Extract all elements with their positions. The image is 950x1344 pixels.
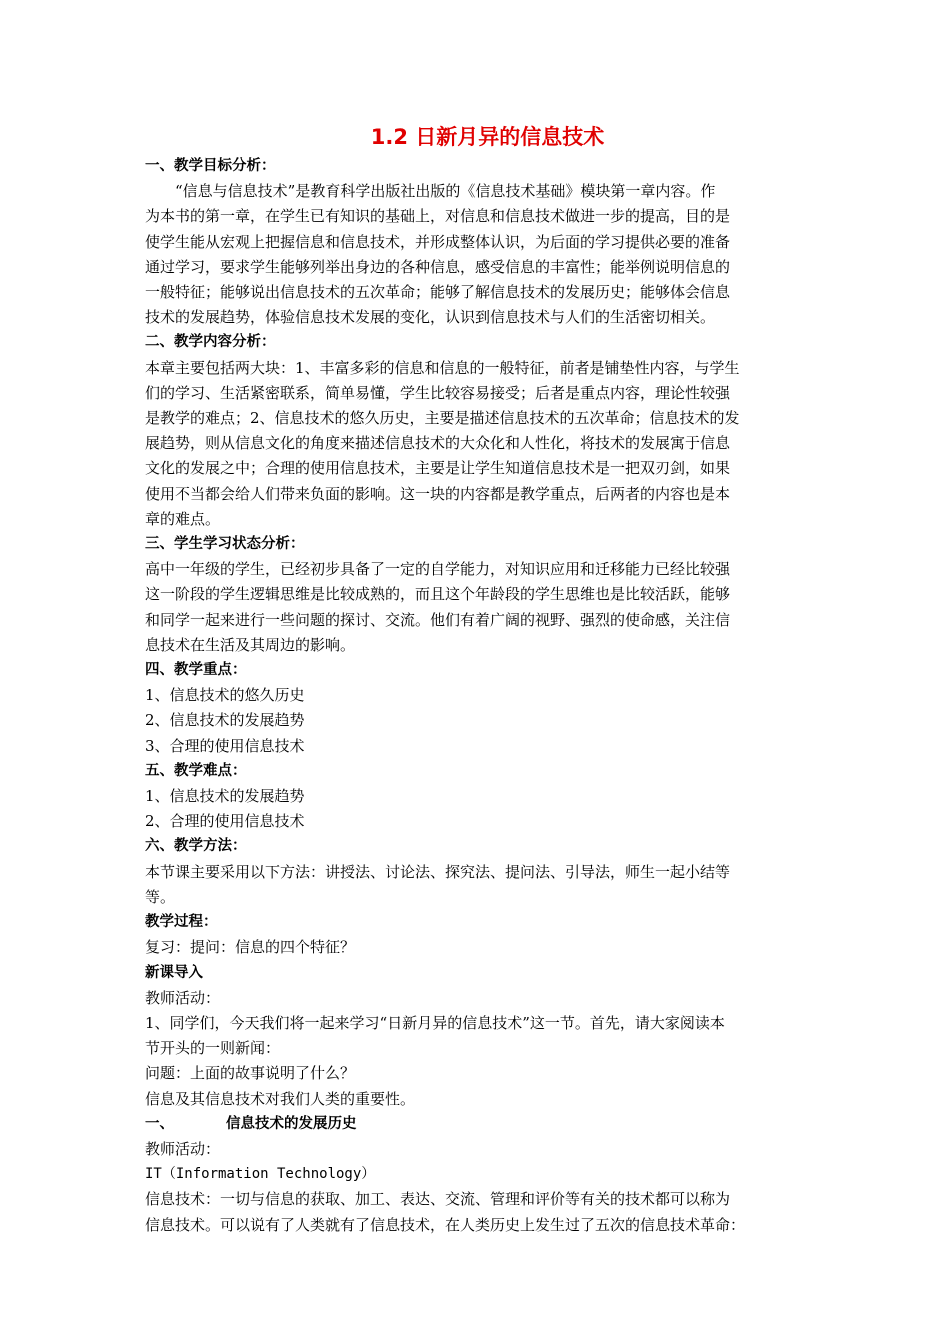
- list-item: 1、信息技术的悠久历史: [145, 686, 305, 705]
- paragraph-line: “信息与信息技术”是教育科学出版社出版的《信息技术基础》模块第一章内容。作: [175, 182, 716, 201]
- paragraph-line: 使用不当都会给人们带来负面的影响。这一块的内容都是教学重点，后两者的内容也是本: [145, 484, 731, 503]
- paragraph-line: 文化的发展之中；合理的使用信息技术，主要是让学生知道信息技术是一把双刃剑，如果: [145, 459, 731, 478]
- list-item: 2、合理的使用信息技术: [145, 812, 305, 831]
- paragraph-line: 教师活动：: [145, 1139, 221, 1158]
- list-item: 3、合理的使用信息技术: [145, 736, 305, 755]
- paragraph-line: 问题：上面的故事说明了什么？: [145, 1064, 356, 1083]
- document-page: [145, 120, 810, 1238]
- paragraph-line: 1、同学们，今天我们将一起来学习“日新月异的信息技术”这一节。首先，请大家阅读本: [145, 1013, 725, 1032]
- paragraph-line: 信息技术。可以说有了人类就有了信息技术，在人类历史上发生过了五次的信息技术革命：: [145, 1215, 746, 1234]
- paragraph-line: 等。: [145, 887, 176, 906]
- section-heading-process: 教学过程：: [145, 914, 218, 931]
- paragraph-line: 教师活动：: [145, 988, 221, 1007]
- section-title: 信息技术的发展历史: [226, 1115, 357, 1132]
- section-heading-goals: 一、教学目标分析：: [145, 158, 276, 174]
- paragraph-line: 这一阶段的学生逻辑思维是比较成熟的，而且这个年龄段的学生思维也是比较活跃，能够: [145, 585, 731, 604]
- paragraph-line: 是教学的难点；2、信息技术的悠久历史，主要是描述信息技术的五次革命；信息技术的发: [145, 409, 740, 428]
- paragraph-line: 高中一年级的学生，已经初步具备了一定的自学能力，对知识应用和迁移能力已经比较强: [145, 560, 731, 579]
- section-heading-difficulties: 五、教学难点：: [145, 762, 247, 779]
- paragraph-line: 息技术在生活及其周边的影响。: [145, 635, 356, 654]
- section-heading-key-points: 四、教学重点：: [145, 662, 247, 679]
- paragraph-line: 复习：提问：信息的四个特征？: [145, 938, 356, 957]
- paragraph-line: IT（Information Technology）: [145, 1166, 376, 1183]
- list-item: 2、信息技术的发展趋势: [145, 711, 305, 730]
- paragraph-line: 使学生能从宏观上把握信息和信息技术，并形成整体认识，为后面的学习提供必要的准备: [145, 232, 731, 251]
- paragraph-line: 们的学习、生活紧密联系，简单易懂，学生比较容易接受；后者是重点内容，理论性较强: [145, 383, 731, 402]
- list-item: 1、信息技术的发展趋势: [145, 787, 305, 806]
- paragraph-line: 一般特征；能够说出信息技术的五次革命；能够了解信息技术的发展历史；能够体会信息: [145, 283, 731, 302]
- paragraph-line: 展趋势，则从信息文化的角度来描述信息技术的大众化和人性化，将技术的发展寓于信息: [145, 434, 731, 453]
- section-number: 一、: [145, 1115, 174, 1132]
- paragraph-line: 本节课主要采用以下方法：讲授法、讨论法、探究法、提问法、引导法，师生一起小结等: [145, 862, 731, 881]
- paragraph-line: 信息及其信息技术对我们人类的重要性。: [145, 1089, 416, 1108]
- section-heading-students: 三、学生学习状态分析：: [145, 536, 305, 553]
- paragraph-line: 本章主要包括两大块：1、丰富多彩的信息和信息的一般特征，前者是铺垫性内容，与学生: [145, 358, 740, 377]
- document-title: 1.2 日新月异的信息技术: [370, 125, 605, 149]
- section-heading-history: [145, 1112, 810, 1137]
- paragraph-line: 通过学习，要求学生能够列举出身边的各种信息，感受信息的丰富性；能举例说明信息的: [145, 257, 731, 276]
- section-heading-methods: 六、教学方法：: [145, 838, 247, 855]
- paragraph-line: 和同学一起来进行一些问题的探讨、交流。他们有着广阔的视野、强烈的使命感，关注信: [145, 610, 731, 629]
- section-heading-intro: 新课导入: [145, 964, 203, 981]
- paragraph-line: 技术的发展趋势，体验信息技术发展的变化，认识到信息技术与人们的生活密切相关。: [145, 308, 716, 327]
- paragraph-line: 为本书的第一章，在学生已有知识的基础上，对信息和信息技术做进一步的提高，目的是: [145, 207, 731, 226]
- paragraph-line: 章的难点。: [145, 509, 221, 528]
- paragraph-line: 节开头的一则新闻：: [145, 1039, 281, 1058]
- section-heading-content: 二、教学内容分析：: [145, 334, 276, 351]
- paragraph-line: 信息技术：一切与信息的获取、加工、表达、交流、管理和评价等有关的技术都可以称为: [145, 1190, 731, 1209]
